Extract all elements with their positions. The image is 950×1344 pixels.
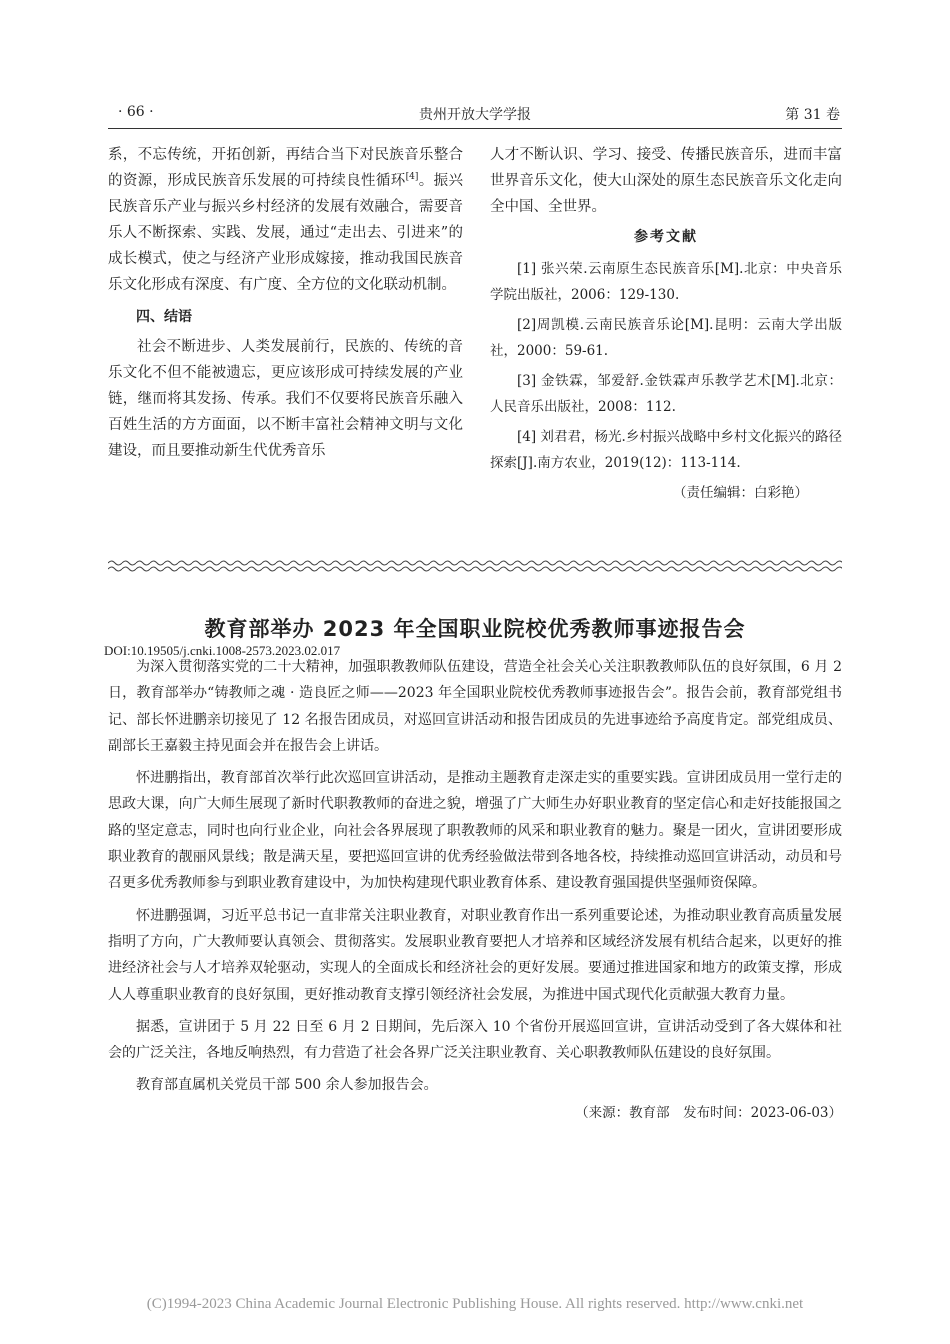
para1-text-a: 系，不忘传统，开拓创新，再结合当下对民族音乐整合的资源，形成民族音乐发展的可持续良性循环 [108,147,463,189]
right-paragraph: 人才不断认识、学习、接受、传播民族音乐，进而丰富世界音乐文化，使大山深处的原生态民族音乐文化走向全中国、全世界。 [490,147,842,215]
left-column [108,142,463,464]
doi-label: DOI:10.19505/j.cnki.1008-2573.2023.02.017 [104,643,341,658]
article-source: （来源：教育部 发布时间：2023-06-03） [575,1105,842,1121]
left-paragraph-1 [108,142,463,298]
copyright-footer: (C)1994-2023 China Academic Journal Electronic Publishing House. All rights reserved. http://www.cnki.net [146,1296,804,1312]
article-body [108,654,842,1105]
reference-item: [4] 刘君君，杨光.乡村振兴战略中乡村文化振兴的路径探索[J].南方农业，2019(12)：113-114. [490,429,842,471]
article-paragraph: 据悉，宣讲团于 5 月 22 日至 6 月 2 日期间，先后深入 10 个省份开展巡回宣讲，宣讲活动受到了各大媒体和社会的广泛关注，各地反响热烈，有力营造了社会各界广泛关注职业教育、关心职教教师队伍建设的良好氛围。 [108,1018,842,1062]
citation-4: [4] [405,172,419,183]
references-title: 参考文献 [634,229,698,245]
reference-item: [1] 张兴荣.云南原生态民族音乐[M].北京：中央音乐学院出版社，2006：129-130. [490,261,842,303]
article-paragraph: 教育部直属机关党员干部 500 余人参加报告会。 [136,1077,438,1094]
article-paragraph: 为深入贯彻落实党的二十大精神，加强职教教师队伍建设，营造全社会关心关注职教教师队伍的良好氛围，6 月 2 日，教育部举办“铸教师之魂 · 造良匠之师——2023 年全国职业院校优秀教师事迹报告会”。报告会前，教育部党组书记、部长怀进鹏亲切接见了 12 名报告团成员，对巡回宣讲活动和报告团成员的先进事迹给予高度肯定。部党组成员、副部长王嘉毅主持见面会并在报告会上讲话。 [108,659,842,754]
article-paragraph: 怀进鹏强调，习近平总书记一直非常关注职业教育，对职业教育作出一系列重要论述，为推动职业教育高质量发展指明了方向，广大教师要认真领会、贯彻落实。发展职业教育要把人才培养和区域经济发展有机结合起来，以更好的推进经济社会与人才培养双轮驱动，实现人的全面成长和经济社会的更好发展。要通过推进国家和地方的政策支撑，形成人人尊重职业教育的良好氛围，更好推动教育支撑引领经济社会发展，为推进中国式现代化贡献强大教育力量。 [108,907,842,1003]
para1-text-b: 。振兴民族音乐产业与振兴乡村经济的发展有效融合，需要音乐人不断探索、实践、发展，通过“走出去、引进来”的成长模式，使之与经济产业形成嫁接，推动我国民族音乐文化形成有深度、有广度、全方位的文化联动机制。 [108,173,464,293]
volume-label: 第 31 卷 [785,107,840,123]
reference-item: [2]周凯模.云南民族音乐论[M].昆明：云南大学出版社，2000：59-61. [490,317,842,359]
section-heading-conclusion: 四、结语 [136,309,192,325]
header-rule [108,128,842,129]
right-column [490,142,842,506]
reference-item: [3] 金铁霖，邹爱舒.金铁霖声乐教学艺术[M].北京：人民音乐出版社，2008：112. [490,373,842,415]
article-paragraph: 怀进鹏指出，教育部首次举行此次巡回宣讲活动，是推动主题教育走深走实的重要实践。宣讲团成员用一堂行走的思政大课，向广大师生展现了新时代职教教师的奋进之貌，增强了广大师生办好职业教育的坚定信心和走好技能报国之路的坚定意志，同时也向行业企业，向社会各界展现了职教教师的风采和职业教育的魅力。聚是一团火，宣讲团要形成职业教育的靓丽风景线；散是满天星，要把巡回宣讲的优秀经验做法带到各地各校，持续推动巡回宣讲活动，动员和号召更多优秀教师参与到职业教育建设中，为加快构建现代职业教育体系、建设教育强国提供坚强师资保障。 [108,770,842,892]
decorative-wave-divider [108,559,842,573]
page-number: · 66 · [118,104,154,120]
left-paragraph-2: 社会不断进步、人类发展前行，民族的、传统的音乐文化不但不能被遗忘，更应该形成可持续发展的产业链，继而将其发扬、传承。我们不仅要将民族音乐融入百姓生活的方方面面，以不断丰富社会精神文明与文化建设，而且要推动新生代优秀音乐 [108,339,463,459]
journal-name: 贵州开放大学学报 [419,107,531,123]
responsible-editor: （责任编辑：白彩艳） [673,485,808,501]
article-title: 教育部举办 2023 年全国职业院校优秀教师事迹报告会 [204,617,746,641]
